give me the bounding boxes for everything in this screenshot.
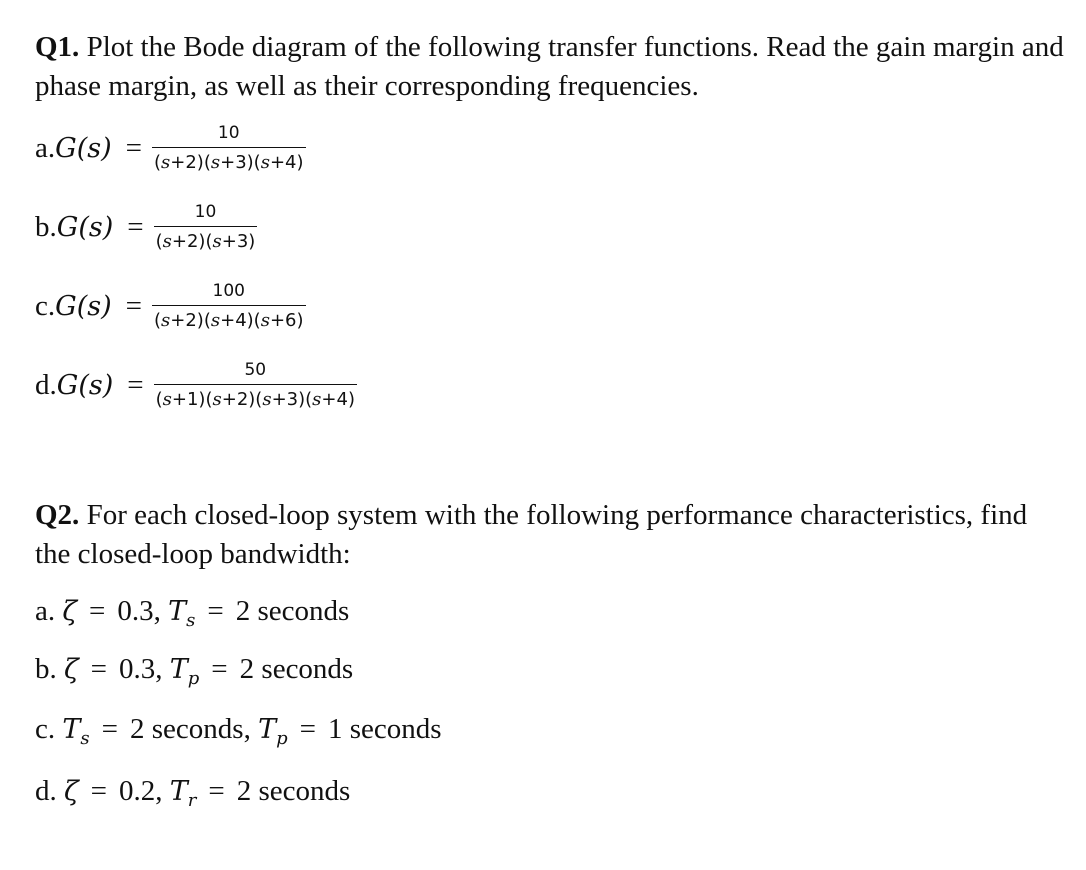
denominator-text: +2)( [170, 310, 211, 331]
q1-paragraph [35, 28, 1065, 106]
denominator-text: +6) [269, 310, 304, 331]
numerator: 100 [212, 281, 245, 301]
variable-s: s [161, 152, 171, 173]
spec-text: 1 seconds [327, 713, 442, 745]
q2-text: For each closed-loop system with the following performance characteristics, find the closed-loop bandwidth: [35, 499, 1028, 570]
spec-text: 0.3, [117, 595, 169, 627]
q1-text: Plot the Bode diagram of the following transfer functions. Read the gain margin and phase margin, as well as their corresponding frequencies. [35, 31, 1064, 102]
denominator [154, 226, 258, 253]
variable-s: s [210, 152, 221, 173]
equals-sign: = [127, 369, 144, 401]
denominator-text: +4)( [220, 310, 261, 331]
item-label: d. [35, 369, 57, 401]
symbol: ζ [64, 654, 79, 685]
variable-s: s [162, 231, 172, 252]
equals-sign: = [125, 290, 142, 322]
denominator-text: +1)( [171, 389, 213, 410]
item-label: a. [35, 132, 56, 164]
subscript: s [80, 728, 90, 749]
variable-s: s [161, 310, 171, 331]
symbol: ζ [62, 596, 78, 627]
variable-s: s [212, 389, 222, 410]
fraction [152, 281, 306, 332]
spec-row [35, 594, 349, 638]
spec-text: 0.3, [119, 653, 170, 685]
transfer-function-row [35, 202, 257, 253]
symbol: T [258, 714, 277, 745]
equals-sign: = [127, 211, 144, 243]
denominator-text: +3)( [271, 389, 313, 410]
q1-number: Q1. [35, 31, 80, 63]
numerator: 50 [244, 360, 267, 380]
denominator-text: +2)( [171, 231, 213, 252]
denominator-text: +3) [221, 231, 256, 252]
denominator-text: ( [155, 389, 163, 410]
item-label: c. [35, 290, 56, 322]
equals-sign: = [90, 653, 107, 685]
variable-s: s [210, 310, 221, 331]
spec-row [35, 712, 442, 756]
item-label: b. [35, 653, 64, 685]
spec-text: 2 seconds [239, 653, 354, 685]
equals-sign: = [207, 595, 224, 627]
numerator: 10 [217, 123, 240, 143]
equals-sign: = [89, 595, 106, 627]
transfer-function-row [35, 281, 306, 332]
subscript: p [276, 728, 288, 749]
subscript: s [186, 610, 196, 631]
spec-text: 2 seconds [236, 775, 351, 807]
function-name: G(s) [55, 291, 112, 322]
spec-text: 2 seconds [235, 595, 350, 627]
item-label: d. [35, 775, 64, 807]
function-name: G(s) [56, 212, 114, 243]
item-label: b. [35, 211, 57, 243]
variable-s: s [260, 152, 270, 173]
numerator: 10 [194, 202, 217, 222]
spec-row [35, 774, 350, 818]
q2-number: Q2. [35, 499, 80, 531]
denominator-text: +4) [269, 152, 304, 173]
variable-s: s [262, 389, 272, 410]
variable-s: s [260, 310, 270, 331]
function-name: G(s) [56, 370, 114, 401]
subscript: r [187, 790, 197, 811]
denominator [154, 384, 357, 411]
symbol: ζ [64, 776, 79, 807]
symbol: T [168, 596, 187, 627]
denominator-text: ( [155, 231, 163, 252]
symbol: T [62, 714, 81, 745]
denominator-text: ( [153, 310, 162, 331]
variable-s: s [212, 231, 222, 252]
denominator-text: +3)( [220, 152, 261, 173]
equals-sign: = [208, 775, 225, 807]
item-label: c. [35, 713, 63, 745]
equals-sign: = [101, 713, 118, 745]
fraction [154, 202, 258, 253]
equals-sign: = [125, 132, 142, 164]
denominator-text: +2)( [221, 389, 263, 410]
variable-s: s [312, 389, 322, 410]
transfer-function-row [35, 360, 357, 411]
equals-sign: = [90, 775, 107, 807]
equals-sign: = [211, 653, 228, 685]
denominator [152, 305, 306, 332]
transfer-function-row [35, 123, 306, 174]
q2-paragraph [35, 496, 1065, 574]
variable-s: s [162, 389, 172, 410]
denominator-text: +2)( [170, 152, 211, 173]
function-name: G(s) [55, 133, 112, 164]
equals-sign: = [299, 713, 316, 745]
subscript: p [187, 668, 200, 689]
symbol: T [169, 776, 188, 807]
spec-text: 0.2, [119, 775, 170, 807]
fraction [154, 360, 357, 411]
spec-text: 2 seconds, [130, 713, 259, 745]
item-label: a. [35, 595, 63, 627]
denominator-text: ( [153, 152, 162, 173]
spec-row [35, 652, 353, 696]
symbol: T [169, 654, 188, 685]
denominator [152, 147, 306, 174]
fraction [152, 123, 306, 174]
denominator-text: +4) [321, 389, 355, 410]
